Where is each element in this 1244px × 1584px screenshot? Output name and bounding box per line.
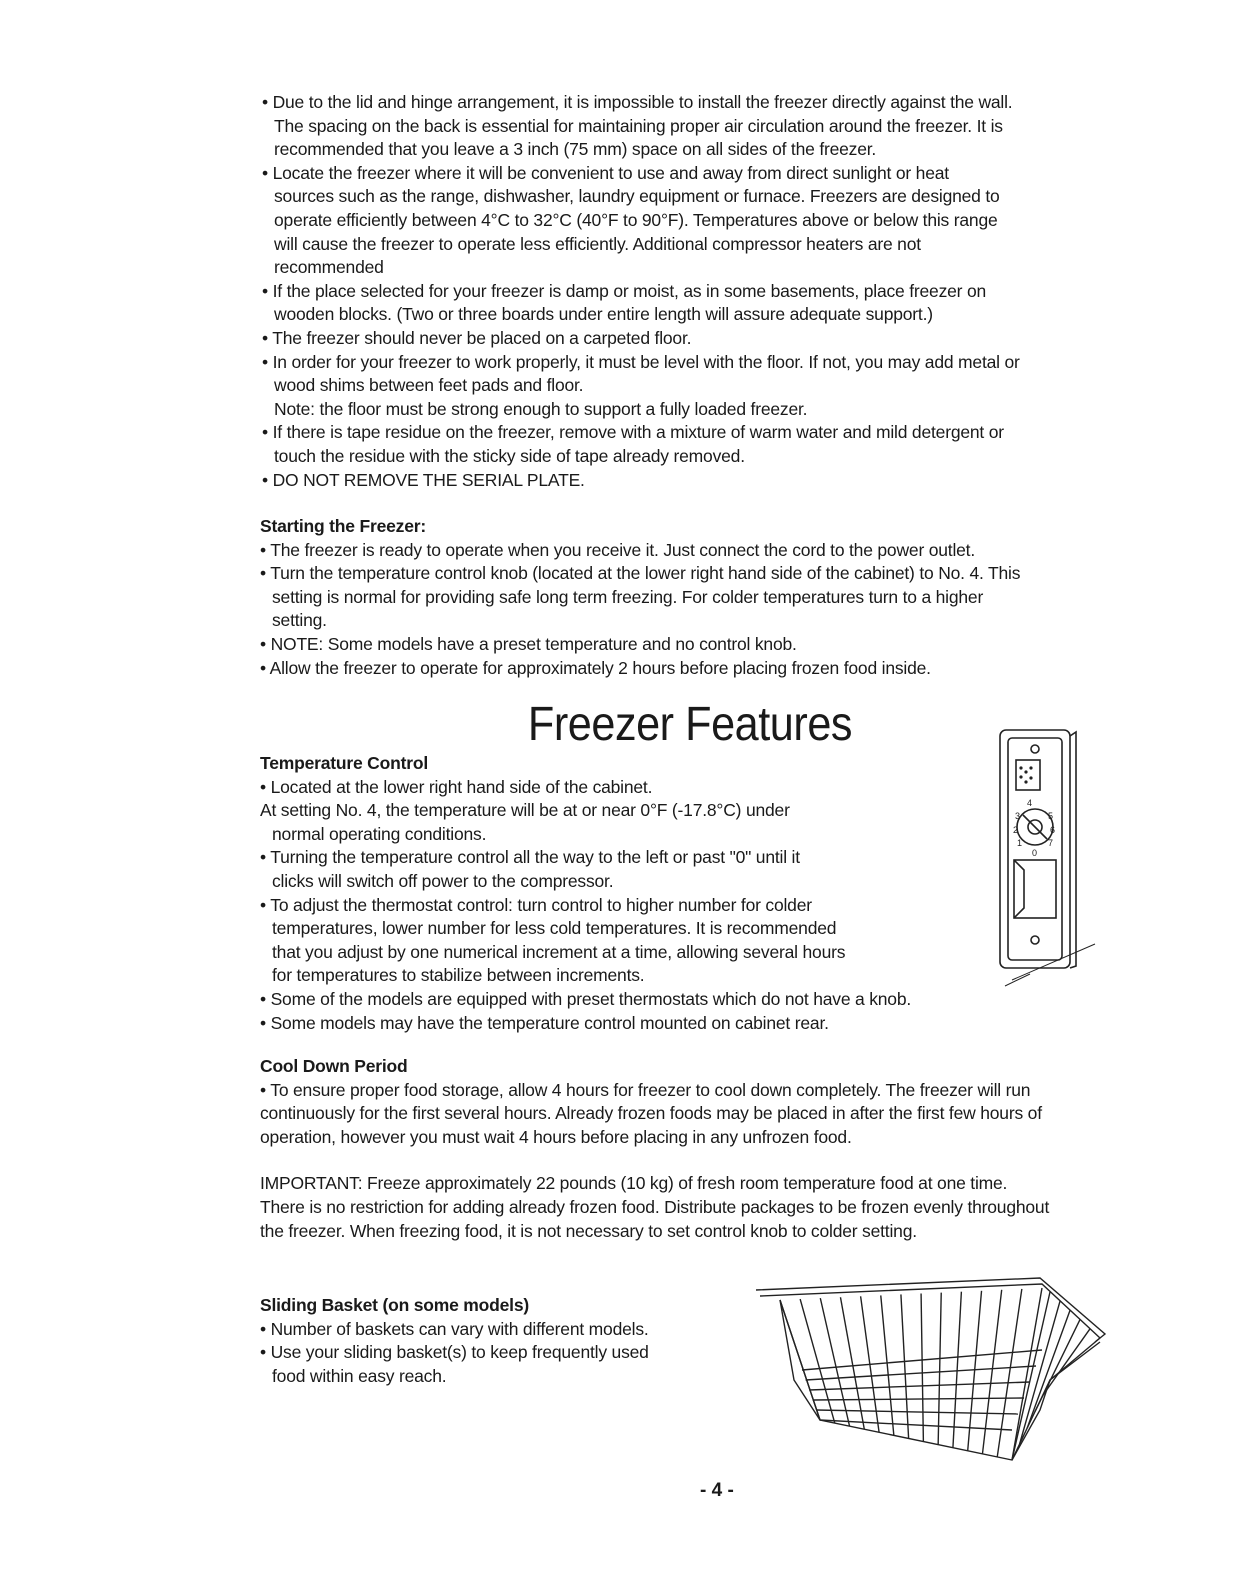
important-note: IMPORTANT: Freeze approximately 22 pounds (10 kg) of fresh room temperature food at one time. There is no restriction for adding already frozen food. Distribute packages to be frozen evenly throughout the freezer. When freezing food, it is not necessary to set control knob to colder setting.: [260, 1173, 1050, 1241]
bullet-wall-spacing: • Due to the lid and hinge arrangement, it is impossible to install the freezer directly against the wall. The spacing on the back is essential for maintaining proper air circulation around the freezer. It is recommended that you leave a 3 inch (75 mm) space on all sides of the freezer.: [262, 92, 1013, 160]
basket-wire: [968, 1291, 982, 1451]
basket-wire: [881, 1295, 894, 1435]
svg-text:6: 6: [1050, 825, 1056, 835]
temperature-control-section: [260, 752, 911, 1035]
cool-down-section: [260, 1055, 1049, 1243]
installation-section: [262, 91, 1020, 492]
svg-text:7: 7: [1048, 838, 1054, 848]
basket-line-count: • Number of baskets can vary with different models.: [260, 1318, 649, 1339]
temperature-control-heading: Temperature Control: [260, 753, 428, 773]
svg-text:4: 4: [1027, 798, 1033, 808]
basket-wire: [953, 1292, 961, 1448]
bullet-ready: • The freezer is ready to operate when you receive it. Just connect the cord to the power outlet.: [260, 539, 976, 560]
svg-text:5: 5: [1048, 811, 1054, 821]
bullet-knob-setting: • Turn the temperature control knob (located at the lower right hand side of the cabinet) to No. 4. This setting is normal for providing safe long term freezing. For colder temperatures turn to a higher setting.: [260, 563, 1021, 631]
sliding-basket-section: [260, 1294, 649, 1388]
bullet-damp-place: • If the place selected for your freezer is damp or moist, as in some basements, place freezer on wooden blocks. (Two or three boards under entire length will assure adequate support.): [262, 280, 987, 325]
basket-line-use: • Use your sliding basket(s) to keep frequently used food within easy reach.: [260, 1342, 649, 1386]
temp-line-adjust: • To adjust the thermostat control: turn control to higher number for colder temperatures, lower number for less cold temperatures. It is recommended that you adjust by one numerical increment at a time, allowing several hours for temperatures to stabilize between increments.: [260, 894, 846, 986]
page-title: Freezer Features: [527, 698, 853, 751]
sliding-basket-heading: Sliding Basket (on some models): [260, 1295, 529, 1315]
sliding-basket-illustration: [750, 1270, 1115, 1465]
svg-text:3: 3: [1015, 811, 1021, 821]
cool-down-heading: Cool Down Period: [260, 1056, 408, 1076]
temp-line-setting: At setting No. 4, the temperature will be at or near 0°F (-17.8°C) under normal operating conditions.: [260, 800, 790, 844]
bullet-serial-plate: • DO NOT REMOVE THE SERIAL PLATE.: [262, 469, 585, 490]
svg-text:2: 2: [1013, 825, 1019, 835]
basket-wire: [800, 1299, 835, 1423]
svg-text:1: 1: [1017, 838, 1023, 848]
bullet-tape-residue: • If there is tape residue on the freezer, remove with a mixture of warm water and mild detergent or touch the residue with the sticky side of tape already removed.: [262, 422, 1004, 466]
temp-line-location: • Located at the lower right hand side of the cabinet.: [260, 776, 653, 797]
bullet-level-floor: • In order for your freezer to work properly, it must be level with the floor. If not, you may add metal or wood shims between feet pads and floor. Note: the floor must be strong enough to support a fully loaded freezer.: [262, 351, 1020, 419]
basket-grid-wire: [806, 1366, 1036, 1380]
temp-line-switch-off: • Turning the temperature control all the way to the left or past "0" until it clicks will switch off power to the compressor.: [260, 847, 800, 891]
page-number: - 4 -: [700, 1480, 734, 1501]
basket-wire: [820, 1298, 849, 1426]
basket-grid-wire: [809, 1382, 1030, 1390]
basket-wire: [901, 1294, 909, 1438]
temp-line-preset: • Some of the models are equipped with preset thermostats which do not have a knob.: [260, 988, 912, 1009]
basket-wire: [840, 1297, 864, 1429]
cool-down-text: • To ensure proper food storage, allow 4 hours for freezer to cool down completely. The freezer will run continuously for the first several hours. Already frozen foods may be placed in after the first few hours of operation, however you must wait 4 hours before placing in any unfrozen food.: [260, 1079, 1042, 1147]
temperature-control-illustration: [990, 722, 1100, 992]
bullet-location: • Locate the freezer where it will be convenient to use and away from direct sunlight or heat sources such as the range, dishwasher, laundry equipment or furnace. Freezers are designed to operate efficiently between 4°C to 32°C (40°F to 90°F). Temperatures above or below this range will cause the freezer to operate less efficiently. Additional compressor heaters are not recommended: [262, 162, 1000, 278]
basket-grid-wire: [813, 1398, 1024, 1400]
starting-section: [260, 515, 1020, 680]
bullet-operate-time: • Allow the freezer to operate for approximately 2 hours before placing frozen food inside.: [260, 657, 931, 678]
starting-heading: Starting the Freezer:: [260, 516, 426, 536]
temp-line-rear: • Some models may have the temperature control mounted on cabinet rear.: [260, 1012, 829, 1033]
basket-wire: [938, 1293, 941, 1445]
svg-text:0: 0: [1032, 848, 1038, 858]
basket-wire: [780, 1300, 820, 1420]
bullet-preset-note: • NOTE: Some models have a preset temperature and no control knob.: [260, 633, 797, 654]
bullet-carpet: • The freezer should never be placed on a carpeted floor.: [262, 327, 692, 348]
basket-wire: [921, 1294, 923, 1442]
